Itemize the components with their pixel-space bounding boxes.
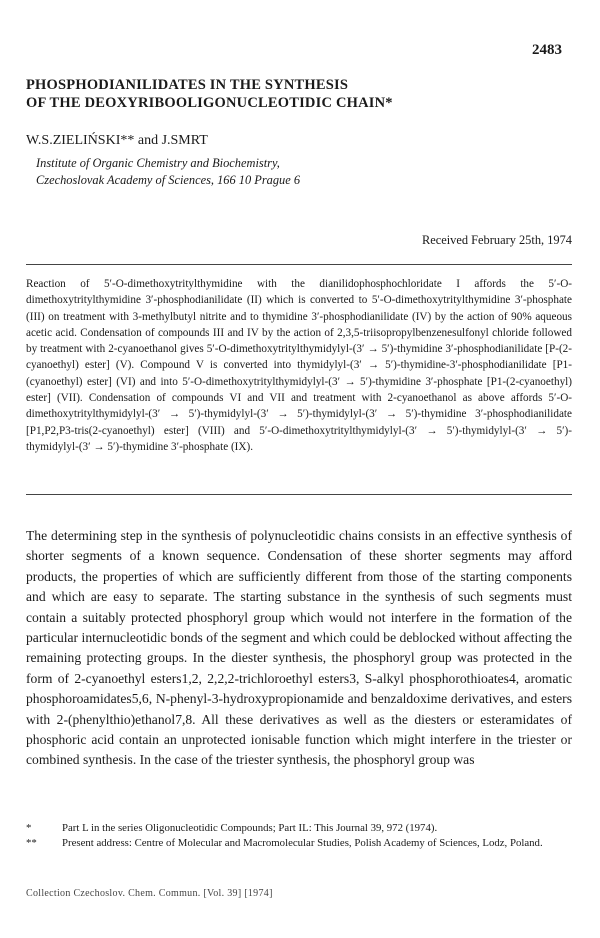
footnote [26,821,572,836]
footnote-mark: * [26,822,32,834]
affiliation [36,155,300,189]
footnote-mark: ** [26,837,37,849]
title-line-2: OF THE DEOXYRIBOOLIGONUCLEOTIDIC CHAIN* [26,95,393,111]
affiliation-line-2: Czechoslovak Academy of Sciences, 166 10 Prague 6 [36,173,301,187]
title-line-1: PHOSPHODIANILIDATES IN THE SYNTHESIS [26,77,349,93]
journal-footer: Collection Czechoslov. Chem. Commun. [Vol. 39] [1974] [26,888,273,899]
body-paragraph: The determining step in the synthesis of polynucleotidic chains consists in an effective synthesis of shorter segments of a known sequence. Condensation of these shorter segments may afford products, the properties of which are sufficiently different from those of the starting components and which are easy to separate. The starting substance in the synthesis of such segments must contain a suitably protected phosphoryl group which would not interfere in the formation of the particular internucleotidic bonds of the segment and which could be deblocked without affecting the remaining protecting groups. In the diester synthesis, the phosphoryl group was protected in the form of 2-cyanoethyl esters1,2, 2,2,2-trichloroethyl esters3, S-alkyl phosphorothioates4, aromatic phosphoroamidates5,6, N-phenyl-3-hydroxypropionamide and benzaldoxime derivatives, and esters with 2-(phenylthio)ethanol7,8. All these derivatives as well as the diesters or esteramidates of phosphoric acid contain an unprotected ionisable function which might interfere in the triester or combined synthesis. In the case of the triester synthesis, the phosphoryl group was [26,528,572,768]
abstract-top-rule [26,264,572,265]
article-title [26,76,566,112]
page-number: 2483 [532,42,562,58]
received-date: Received February 25th, 1974 [421,233,572,247]
footnote-text: Part L in the series Oligonucleotidic Compounds; Part IL: This Journal 39, 972 (1974). [62,822,438,834]
abstract-bottom-rule [26,494,572,495]
authors: W.S.ZIELIŃSKI** and J.SMRT [26,133,208,148]
footnote [26,836,572,851]
footnote-text: Present address: Centre of Molecular and Macromolecular Studies, Polish Academy of Sciences, Lodz, Poland. [62,837,543,849]
footnotes [26,821,572,851]
abstract: Reaction of 5′-O-dimethoxytritylthymidine with the dianilidophosphochloridate I affords the 5′-O-dimethoxytritylthymidine 3′-phosphodianilidate (II) which is converted to 5′-O-dimethoxytritylthymidine 3′-phosphate (III) on treatment with 3-methylbutyl nitrite and to thymidine 3′-phosphodianilidate (IV) by the action of 90% aqueous acetic acid. Condensation of compounds III and IV by the action of 2,3,5-triisopropylbenzenesulfonyl chloride followed by treatment with 2-cyanoethanol gives 5′-O-dimethoxytritylthymidylyl-(3′ → 5′)-thymidine 3′-phosphodianilidate [P-(2-cyanoethyl) ester] (V). Compound V is converted into thymidylyl-(3′ → 5′)-thymidine-3′-phosphodianilidate [P1-(cyanoethyl) ester] (VI) and into 5′-O-dimethoxytritylthymidylyl-(3′ → 5′)-thymidine 3′-phosphate [P1-(2-cyanoethyl) ester] (VII). Condensation of compounds VI and VII and treatment with 2-cyanoethanol as above affords 5′-O-dimethoxytritylthymidylyl-(3′ → 5′)-thymidylyl-(3′ → 5′)-thymidylyl-(3′ → 5′)-thymidine 3′-phosphodianilidate [P1,P2,P3-tris(2-cyanoethyl) ester] (VIII) and 5′-O-dimethoxytritylthymidylyl-(3′ → 5′)-thymidylyl-(3′ → 5′)-thymidylyl-(3′ → 5′)-thymidine 3′-phosphate (IX). [26,278,572,453]
affiliation-line-1: Institute of Organic Chemistry and Biochemistry, [36,156,280,170]
